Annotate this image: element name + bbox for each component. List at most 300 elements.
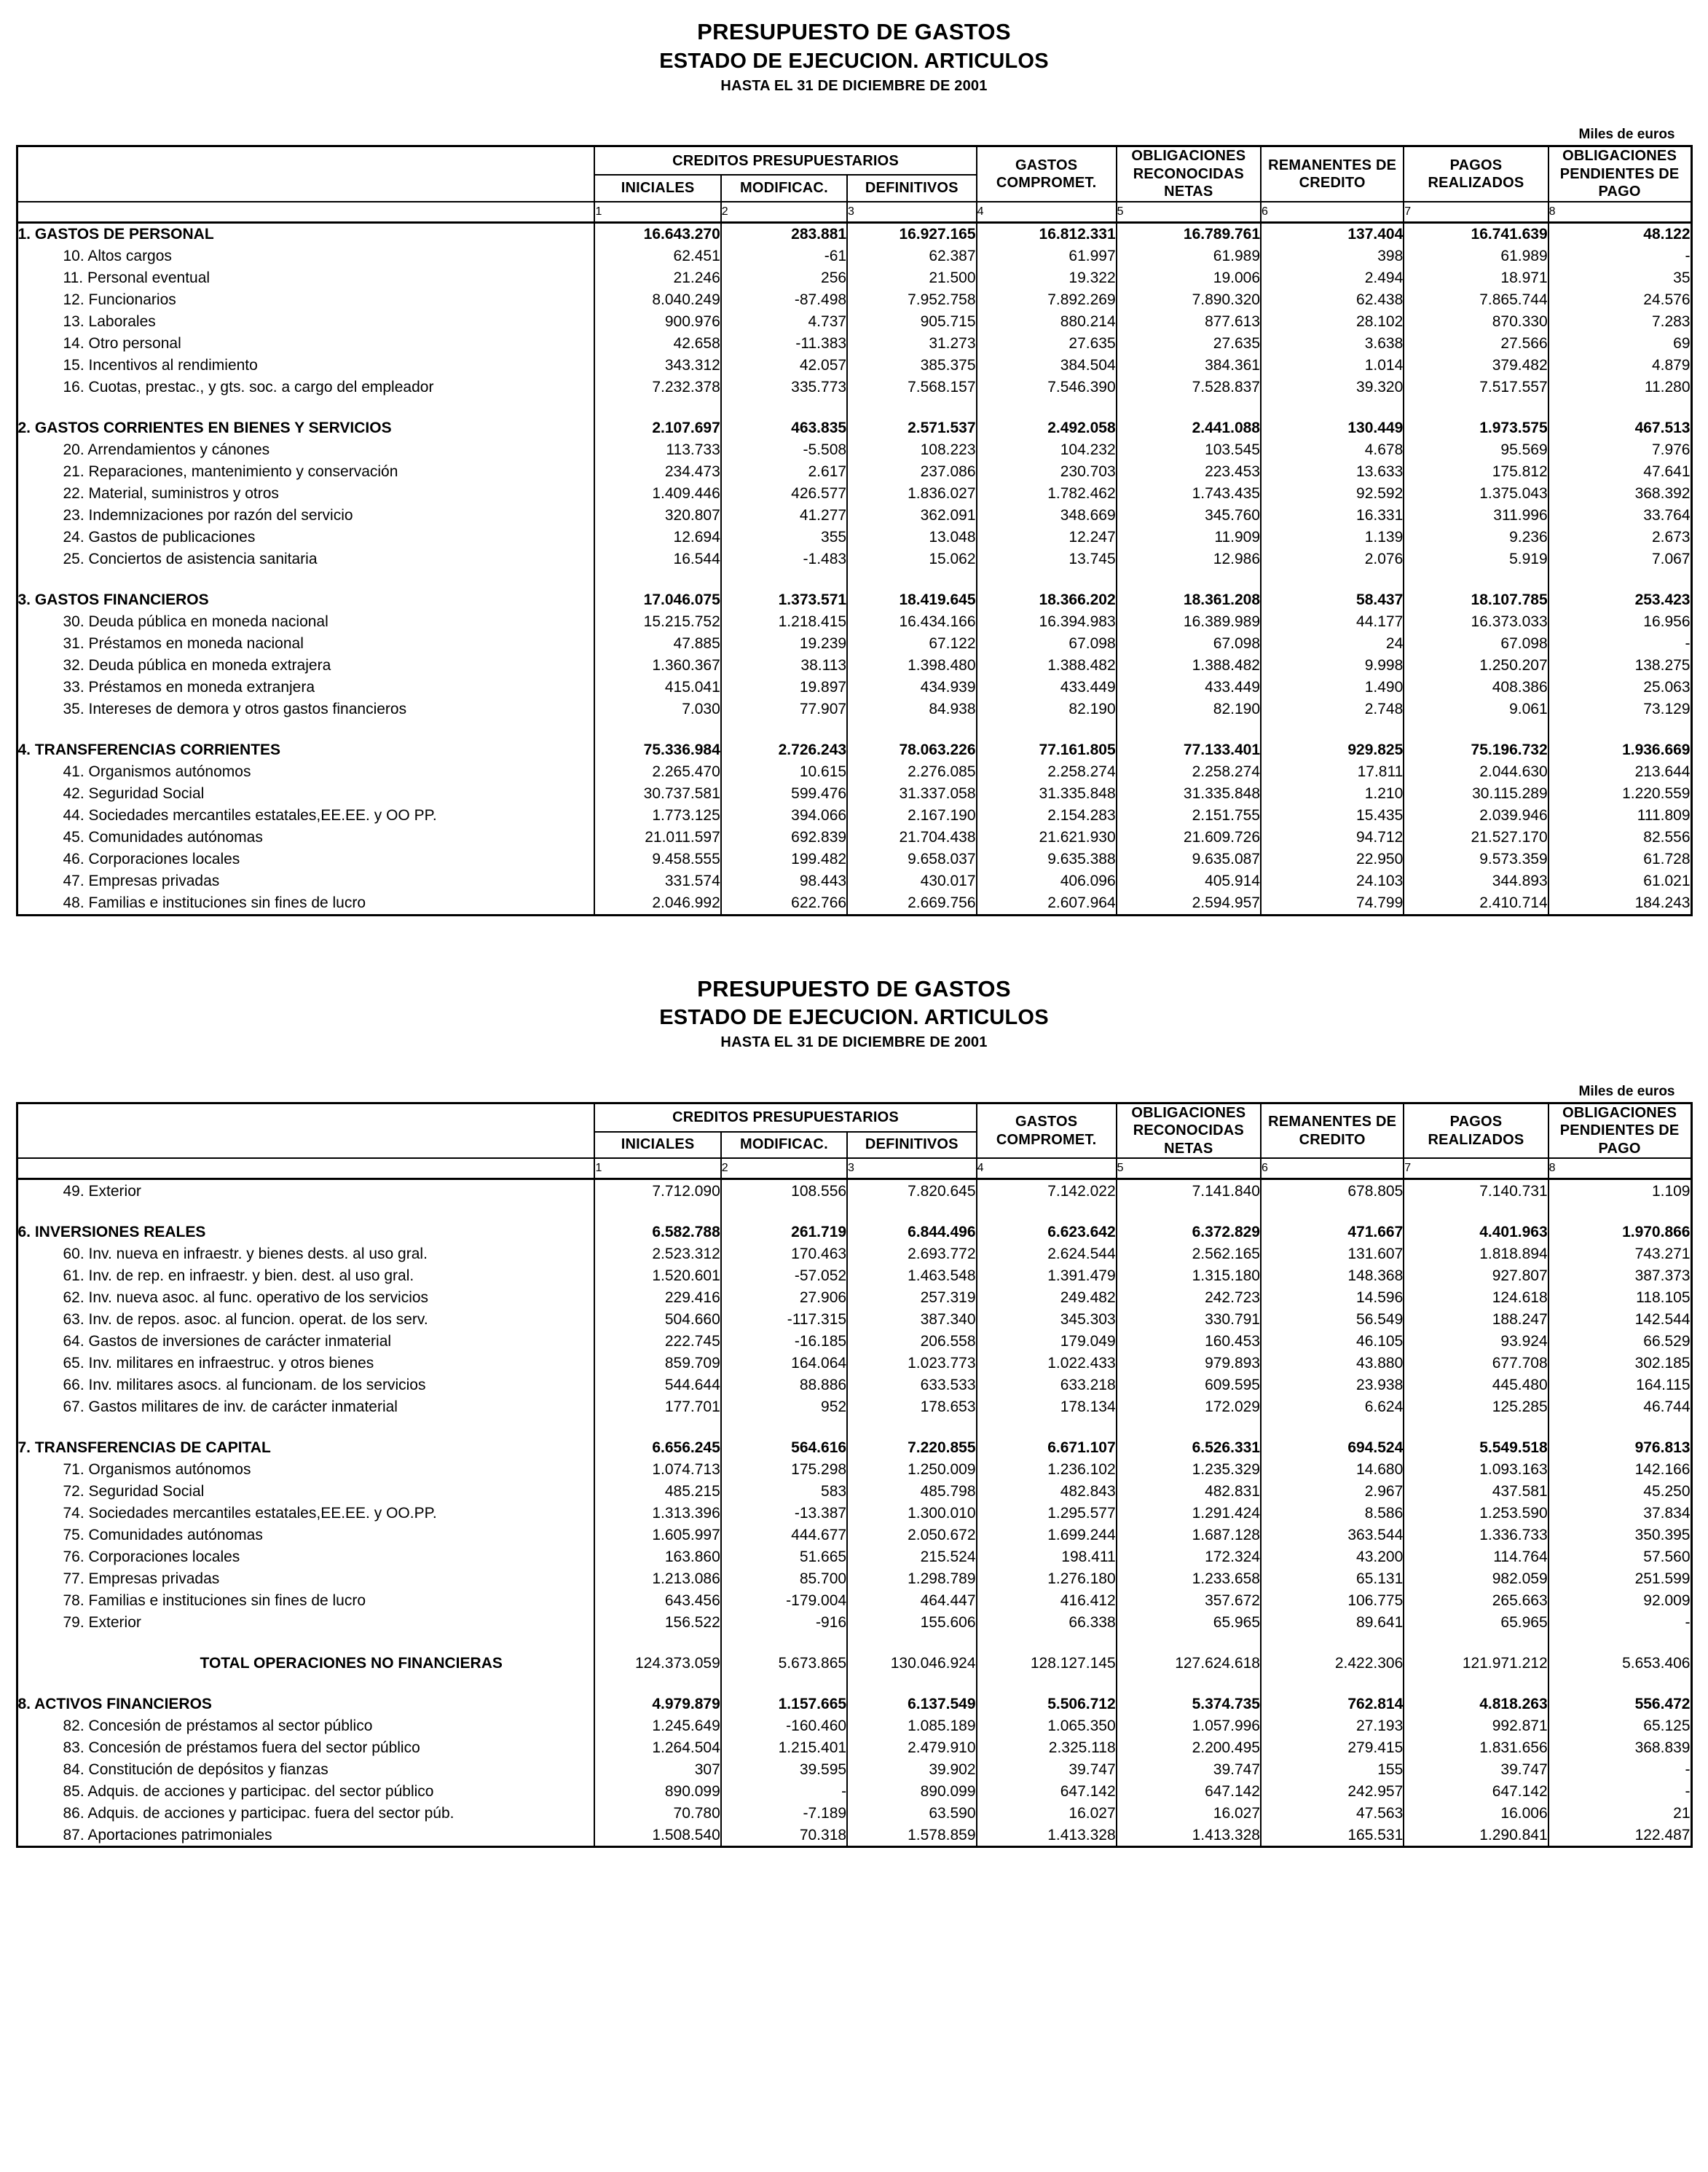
table-row [17,1480,1691,1502]
row-value-col-5: 1.315.180 [1117,1264,1261,1286]
row-value-col-4: 61.997 [977,245,1117,267]
table-row [17,311,1691,333]
row-value-col-7: 1.375.043 [1404,483,1548,505]
table-body-2 [16,1180,1693,1848]
row-item-label: 14. Otro personal [17,333,594,355]
row-value-col-6: 44.177 [1261,611,1404,633]
row-value-col-4: 67.098 [977,633,1117,655]
row-value-col-4: 7.142.022 [977,1180,1117,1202]
row-value-col-2: 952 [721,1396,847,1417]
row-value-col-7: 188.247 [1404,1308,1548,1330]
row-value-col-5: 11.909 [1117,527,1261,548]
row-value-col-7: 2.044.630 [1404,761,1548,783]
row-item-label: 44. Sociedades mercantiles estatales,EE.EE. y OO PP. [17,805,594,827]
row-value-col-3: 633.533 [847,1374,976,1396]
row-value-col-4: 7.892.269 [977,289,1117,311]
table-row [17,677,1691,699]
row-item-label: 45. Comunidades autónomas [17,827,594,849]
row-value-col-2: 1.218.415 [721,611,847,633]
row-item-label: 30. Deuda pública en moneda nacional [17,611,594,633]
row-value-col-6: 43.880 [1261,1352,1404,1374]
row-value-col-5: 31.335.848 [1117,783,1261,805]
row-value-col-5: 172.029 [1117,1396,1261,1417]
row-item-label: 75. Comunidades autónomas [17,1524,594,1546]
row-group-label: 7. TRANSFERENCIAS DE CAPITAL [17,1436,594,1458]
colnum-3-p2: 3 [847,1158,977,1179]
row-value-col-5: 345.760 [1117,505,1261,527]
row-value-col-2: -160.460 [721,1715,847,1736]
row-value-col-2: 463.835 [721,417,847,439]
table-row [17,1693,1691,1715]
row-value-col-3: 387.340 [847,1308,976,1330]
spacer-cell [977,1202,1117,1221]
row-value-col-1: 343.312 [594,355,720,377]
row-value-col-5: 482.831 [1117,1480,1261,1502]
table-row [17,1374,1691,1396]
row-value-col-6: 3.638 [1261,333,1404,355]
table-row [17,439,1691,461]
table-spacer-row [17,1633,1691,1652]
row-value-col-7: 16.006 [1404,1802,1548,1824]
row-value-col-2: -57.052 [721,1264,847,1286]
row-value-col-3: 905.715 [847,311,976,333]
table-row [17,1330,1691,1352]
row-value-col-1: 1.264.504 [594,1736,720,1758]
spacer-cell [594,1202,720,1221]
row-value-col-7: 344.893 [1404,870,1548,892]
spacer-cell [594,398,720,417]
row-value-col-4: 1.388.482 [977,655,1117,677]
row-value-col-6: 58.437 [1261,589,1404,611]
table-spacer-row [17,1202,1691,1221]
row-value-col-2: 98.443 [721,870,847,892]
row-value-col-5: 330.791 [1117,1308,1261,1330]
row-value-col-2: 77.907 [721,699,847,720]
row-value-col-2: 394.066 [721,805,847,827]
row-value-col-5: 1.413.328 [1117,1824,1261,1847]
table-row [17,1736,1691,1758]
table-row [17,1824,1691,1847]
row-value-col-8: 368.392 [1634,485,1691,503]
row-value-col-5: 647.142 [1117,1780,1261,1802]
row-value-col-4: 6.623.642 [977,1221,1117,1243]
row-item-label: 31. Préstamos en moneda nacional [17,633,594,655]
spacer-cell [977,720,1117,739]
colnum-blank [17,202,594,223]
header-pagos-realizados-2: PAGOS REALIZADOS [1404,1103,1548,1158]
row-value-col-8: - [1685,635,1691,653]
table-row [17,1780,1691,1802]
row-value-col-6: 1.210 [1261,783,1404,805]
row-value-col-5: 405.914 [1117,870,1261,892]
row-value-col-8: 35 [1673,269,1691,287]
spacer-cell [721,1202,847,1221]
row-value-col-6: 2.422.306 [1261,1652,1404,1674]
table-header-1 [16,145,1693,223]
row-value-col-7: 30.115.289 [1404,783,1548,805]
row-value-col-1: 2.523.312 [594,1243,720,1264]
row-value-col-7: 65.965 [1404,1611,1548,1633]
spacer-cell [17,1417,594,1436]
row-value-col-5: 160.453 [1117,1330,1261,1352]
row-value-col-3: 434.939 [847,677,976,699]
row-value-col-1: 890.099 [594,1780,720,1802]
table-row [17,870,1691,892]
row-value-col-6: 2.967 [1261,1480,1404,1502]
row-value-col-5: 16.789.761 [1117,224,1261,245]
row-item-label: 10. Altos cargos [17,245,594,267]
row-value-col-4: 433.449 [977,677,1117,699]
colnum-blank-2 [17,1158,594,1179]
row-value-col-7: 1.831.656 [1404,1736,1548,1758]
header-column-numbers-1 [17,202,1691,223]
row-item-label: 47. Empresas privadas [17,870,594,892]
table-row [17,611,1691,633]
row-value-col-8: 7.283 [1651,313,1691,331]
row-value-col-1: 9.458.555 [594,849,720,870]
row-value-col-3: 2.276.085 [847,761,976,783]
row-item-label: 13. Laborales [17,311,594,333]
spacer-cell [1261,398,1404,417]
row-value-col-3: 2.050.672 [847,1524,976,1546]
table-spacer-row [17,1674,1691,1693]
row-value-col-4: 66.338 [977,1611,1117,1633]
row-value-col-8: 69 [1673,335,1691,353]
row-value-col-8: 21 [1673,1804,1691,1822]
row-total-label: TOTAL OPERACIONES NO FINANCIERAS [17,1652,594,1674]
table-row [17,655,1691,677]
row-value-col-3: 6.844.496 [847,1221,976,1243]
colnum-5: 5 [1117,202,1261,223]
row-item-label: 85. Adquis. de acciones y participac. del sector público [17,1780,594,1802]
row-item-label: 86. Adquis. de acciones y participac. fuera del sector púb. [17,1802,594,1824]
row-value-col-7: 75.196.732 [1404,739,1548,761]
row-value-col-5: 1.388.482 [1117,655,1261,677]
row-value-col-5: 384.361 [1117,355,1261,377]
row-value-col-2: 599.476 [721,783,847,805]
spacer-cell [1548,1202,1691,1221]
spacer-cell [721,1417,847,1436]
row-group-label: 3. GASTOS FINANCIEROS [17,589,594,611]
row-value-col-1: 156.522 [594,1611,720,1633]
table-row [17,1243,1691,1264]
row-value-col-8: 25.063 [1643,679,1691,696]
row-value-col-4: 2.258.274 [977,761,1117,783]
row-value-col-1: 75.336.984 [594,739,720,761]
row-value-col-5: 5.374.735 [1117,1693,1261,1715]
row-value-col-6: 23.938 [1261,1374,1404,1396]
row-value-col-1: 1.773.125 [594,805,720,827]
row-value-col-6: 678.805 [1261,1180,1404,1202]
row-value-col-8: 111.809 [1637,807,1691,825]
table-row [17,589,1691,611]
row-value-col-8: 11.280 [1644,379,1691,396]
row-value-col-4: 12.247 [977,527,1117,548]
row-value-col-4: 647.142 [977,1780,1117,1802]
row-value-col-8: 138.275 [1634,657,1691,674]
row-value-col-8: 387.373 [1634,1267,1691,1284]
spacer-cell [1548,720,1691,739]
row-value-col-8: 743.271 [1634,1245,1691,1262]
table-row [17,827,1691,849]
row-value-col-7: 265.663 [1404,1589,1548,1611]
row-value-col-8: 2.673 [1651,529,1691,546]
row-value-col-5: 223.453 [1117,461,1261,483]
header-modificac-2: MODIFICAC. [721,1132,847,1158]
row-value-col-1: 307 [594,1758,720,1780]
row-value-col-3: 6.137.549 [847,1693,976,1715]
units-label-2: Miles de euros [1578,1083,1675,1099]
table-spacer-row [17,570,1691,589]
row-value-col-1: 7.232.378 [594,377,720,398]
row-value-col-1: 21.011.597 [594,827,720,849]
spacer-cell [721,398,847,417]
row-value-col-2: 88.886 [721,1374,847,1396]
row-value-col-5: 2.258.274 [1117,761,1261,783]
row-value-col-8: 1.109 [1651,1182,1691,1200]
row-value-col-2: 564.616 [721,1436,847,1458]
row-item-label: 11. Personal eventual [17,267,594,289]
row-value-col-5: 103.545 [1117,439,1261,461]
header-definitivos: DEFINITIVOS [847,175,977,201]
header-modificac: MODIFICAC. [721,175,847,201]
row-value-col-5: 172.324 [1117,1546,1261,1567]
row-value-col-8: 82.556 [1643,829,1691,846]
row-item-label: 78. Familias e instituciones sin fines de lucro [17,1589,594,1611]
row-value-col-2: -13.387 [721,1502,847,1524]
row-value-col-3: 464.447 [847,1589,976,1611]
table-row [17,1546,1691,1567]
row-value-col-1: 113.733 [594,439,720,461]
row-value-col-4: 104.232 [977,439,1117,461]
table-row [17,1286,1691,1308]
row-value-col-8: 48.122 [1643,226,1691,243]
row-value-col-4: 31.335.848 [977,783,1117,805]
row-value-col-2: 199.482 [721,849,847,870]
spacer-cell [1548,398,1691,417]
row-value-col-5: 67.098 [1117,633,1261,655]
row-value-col-6: 17.811 [1261,761,1404,783]
spacer-cell [1404,1674,1548,1693]
row-item-label: 62. Inv. nueva asoc. al func. operativo de los servicios [17,1286,594,1308]
row-value-col-2: -7.189 [721,1802,847,1824]
row-value-col-7: 408.386 [1404,677,1548,699]
row-value-col-7: 114.764 [1404,1546,1548,1567]
row-value-col-1: 1.213.086 [594,1567,720,1589]
row-value-col-4: 128.127.145 [977,1652,1117,1674]
table-row [17,849,1691,870]
row-item-label: 64. Gastos de inversiones de carácter inmaterial [17,1330,594,1352]
row-value-col-2: 164.064 [721,1352,847,1374]
row-value-col-1: 2.107.697 [594,417,720,439]
row-value-col-3: 7.820.645 [847,1180,976,1202]
row-value-col-3: 2.693.772 [847,1243,976,1264]
row-value-col-6: 1.014 [1261,355,1404,377]
table-row [17,1502,1691,1524]
row-value-col-1: 17.046.075 [594,589,720,611]
colnum-7: 7 [1404,202,1548,223]
row-value-col-2: 70.318 [721,1824,847,1847]
row-item-label: 20. Arrendamientos y cánones [17,439,594,461]
row-value-col-1: 12.694 [594,527,720,548]
row-item-label: 49. Exterior [17,1180,594,1202]
units-label-wrap-1 [16,127,1693,145]
row-value-col-6: 27.193 [1261,1715,1404,1736]
row-value-col-4: 1.391.479 [977,1264,1117,1286]
row-value-col-4: 16.027 [977,1802,1117,1824]
row-value-col-1: 1.409.446 [594,483,720,505]
spacer-cell [17,720,594,739]
row-value-col-5: 19.006 [1117,267,1261,289]
table-row [17,417,1691,439]
row-value-col-3: 15.062 [847,548,976,570]
row-value-col-4: 2.492.058 [977,417,1117,439]
report-title-block-1 [0,0,1708,95]
row-value-col-6: 165.531 [1261,1824,1404,1847]
row-value-col-8: 7.976 [1651,441,1691,459]
row-value-col-8: 16.956 [1643,613,1691,631]
colnum-2: 2 [721,202,847,223]
row-value-col-5: 7.528.837 [1117,377,1261,398]
row-value-col-5: 2.441.088 [1117,417,1261,439]
row-value-col-5: 1.233.658 [1117,1567,1261,1589]
row-value-col-6: 39.320 [1261,377,1404,398]
row-value-col-4: 482.843 [977,1480,1117,1502]
row-value-col-8: 122.487 [1634,1826,1691,1844]
row-value-col-4: 2.325.118 [977,1736,1117,1758]
colnum-3: 3 [847,202,977,223]
row-item-label: 15. Incentivos al rendimiento [17,355,594,377]
row-value-col-6: 65.131 [1261,1567,1404,1589]
spacer-cell [977,570,1117,589]
row-value-col-4: 1.022.433 [977,1352,1117,1374]
header-obligaciones-reconocidas-2: OBLIGACIONES RECONOCIDAS NETAS [1117,1103,1261,1158]
row-value-col-3: 1.463.548 [847,1264,976,1286]
row-value-col-4: 345.303 [977,1308,1117,1330]
row-value-col-8: 467.513 [1634,420,1691,437]
row-value-col-2: 335.773 [721,377,847,398]
row-value-col-5: 6.526.331 [1117,1436,1261,1458]
row-value-col-8: 65.125 [1643,1717,1691,1734]
spacer-cell [721,720,847,739]
row-value-col-6: 131.607 [1261,1243,1404,1264]
row-item-label: 33. Préstamos en moneda extranjera [17,677,594,699]
row-item-label: 16. Cuotas, prestac., y gts. soc. a cargo del empleador [17,377,594,398]
row-value-col-3: 130.046.924 [847,1652,976,1674]
row-value-col-3: 1.578.859 [847,1824,976,1847]
table-row [17,483,1691,505]
row-value-col-6: 4.678 [1261,439,1404,461]
spacer-cell [1261,1417,1404,1436]
row-value-col-4: 633.218 [977,1374,1117,1396]
row-value-col-4: 1.699.244 [977,1524,1117,1546]
row-value-col-3: 31.337.058 [847,783,976,805]
table-row [17,699,1691,720]
row-value-col-7: 1.818.894 [1404,1243,1548,1264]
row-value-col-4: 27.635 [977,333,1117,355]
row-value-col-1: 2.046.992 [594,892,720,916]
row-value-col-1: 320.807 [594,505,720,527]
row-value-col-3: 21.500 [847,267,976,289]
row-value-col-5: 433.449 [1117,677,1261,699]
row-item-label: 41. Organismos autónomos [17,761,594,783]
row-value-col-5: 979.893 [1117,1352,1261,1374]
table-row [17,1715,1691,1736]
row-value-col-8: - [1685,1760,1691,1778]
row-value-col-7: 1.973.575 [1404,417,1548,439]
row-item-label: 23. Indemnizaciones por razón del servicio [17,505,594,527]
row-value-col-2: -61 [721,245,847,267]
row-value-col-3: 237.086 [847,461,976,483]
row-item-label: 12. Funcionarios [17,289,594,311]
row-value-col-5: 2.200.495 [1117,1736,1261,1758]
row-value-col-3: 257.319 [847,1286,976,1308]
row-value-col-7: 125.285 [1404,1396,1548,1417]
row-value-col-8: 184.243 [1634,894,1691,912]
row-value-col-6: 363.544 [1261,1524,1404,1546]
row-value-col-4: 13.745 [977,548,1117,570]
spacer-cell [1404,1202,1548,1221]
row-value-col-4: 179.049 [977,1330,1117,1352]
row-value-col-2: 108.556 [721,1180,847,1202]
row-value-col-1: 643.456 [594,1589,720,1611]
row-group-label: 8. ACTIVOS FINANCIEROS [17,1693,594,1715]
report-page-2 [0,957,1708,1849]
row-item-label: 83. Concesión de préstamos fuera del sector público [17,1736,594,1758]
row-value-col-2: 27.906 [721,1286,847,1308]
row-value-col-1: 229.416 [594,1286,720,1308]
row-value-col-2: -916 [721,1611,847,1633]
row-value-col-2: 41.277 [721,505,847,527]
row-value-col-1: 415.041 [594,677,720,699]
table-row [17,1458,1691,1480]
row-value-col-2: 622.766 [721,892,847,916]
row-value-col-8: 66.529 [1643,1332,1691,1350]
row-item-label: 46. Corporaciones locales [17,849,594,870]
table-row [17,1436,1691,1458]
row-value-col-8: 92.009 [1643,1591,1691,1609]
row-value-col-7: 9.573.359 [1404,849,1548,870]
row-value-col-7: 27.566 [1404,333,1548,355]
row-value-col-5: 7.890.320 [1117,289,1261,311]
row-value-col-1: 70.780 [594,1802,720,1824]
row-value-col-3: 1.398.480 [847,655,976,677]
row-item-label: 63. Inv. de repos. asoc. al funcion. operat. de los serv. [17,1308,594,1330]
row-value-col-2: 51.665 [721,1546,847,1567]
row-value-col-7: 21.527.170 [1404,827,1548,849]
report-title-line3-p2: HASTA EL 31 DE DICIEMBRE DE 2001 [720,1034,988,1051]
row-value-col-4: 5.506.712 [977,1693,1117,1715]
spacer-cell [847,398,976,417]
row-value-col-1: 1.508.540 [594,1824,720,1847]
row-value-col-1: 485.215 [594,1480,720,1502]
spacer-cell [17,1633,594,1652]
row-value-col-4: 6.671.107 [977,1436,1117,1458]
header-iniciales: INICIALES [594,175,720,201]
row-value-col-7: 67.098 [1404,633,1548,655]
row-value-col-8: 46.744 [1643,1398,1691,1415]
row-value-col-5: 16.389.989 [1117,611,1261,633]
row-value-col-2: 39.595 [721,1758,847,1780]
row-value-col-1: 222.745 [594,1330,720,1352]
row-value-col-7: 9.061 [1404,699,1548,720]
row-value-col-3: 2.669.756 [847,892,976,916]
spacer-cell [1548,570,1691,589]
row-item-label: 42. Seguridad Social [17,783,594,805]
table-row [17,461,1691,483]
row-value-col-1: 2.265.470 [594,761,720,783]
table-header-wrap-2 [16,1102,1693,1180]
